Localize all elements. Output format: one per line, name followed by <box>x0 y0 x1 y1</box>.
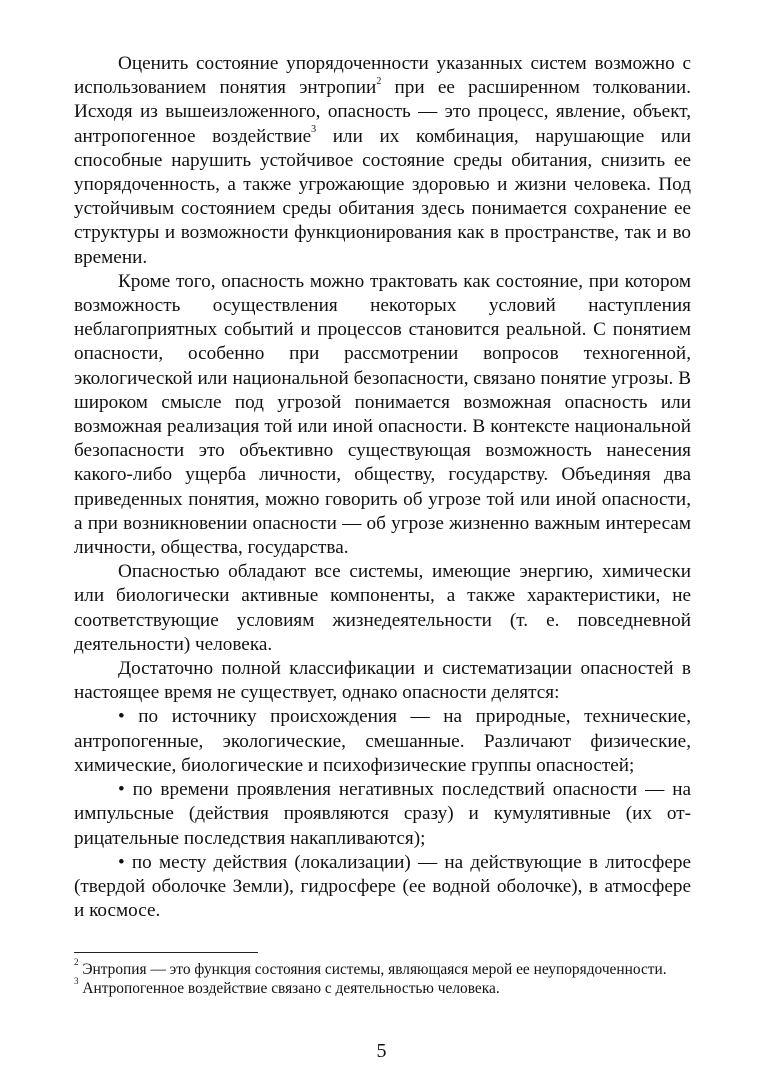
paragraph-entropy <box>74 52 691 270</box>
bullet-icon: • <box>118 851 125 873</box>
list-item-text: по источнику происхождения — на природные, технические, антропогенные, экологические, смешанные. Различают физические, химические, биологические и психофизические группы опасностей; <box>74 706 691 776</box>
list-item <box>74 851 691 924</box>
bullet-icon: • <box>118 779 125 801</box>
list-item-text: по месту действия (локализации) — на действующие в литосфере (твердой оболочке Земли), гидросфере (ее водной оболочке), в атмосфере и космосе. <box>74 851 691 922</box>
bullet-icon: • <box>118 706 125 728</box>
footnote-text: Энтропия — это функция состояния системы, являющаяся мерой ее неупорядоченности. <box>78 961 667 978</box>
paragraph-entropy-text-b: при ее расширенном толковании. Исходя из вышеизложенного, опасность — это процесс, явление, объект, антропогенное воздействие <box>74 77 691 147</box>
footnote-mark: 2 <box>74 956 79 967</box>
paragraph-entropy-text-c: или их комбинация, нарушающие или способные нарушить устойчивое состояние среды обитания, снизить ее упорядоченность, а также угрожающие здоровью и жизни человека. Под устойчивым состоянием среды обитания здесь понимается сохранение ее структуры и возможности функционирования как в пространстве, так и во времени. <box>74 125 692 268</box>
footnotes <box>74 956 691 998</box>
paragraph-systems: Опасностью обладают все системы, имеющие энергию, химически или биологически активные компоненты, а также характеристики, не соответствующие условиям жизнедеятельности (т. е. повседневной деятельности) человека. <box>74 561 691 655</box>
paragraph-threat: Кроме того, опасность можно трактовать как состояние, при котором возможность осуществления некоторых условий наступления неблагоприятных событий и процессов становится реальной. С понятием опасности, особенно при рассмотрении вопросов техногенной, экологической или национальной безопасности, связано понятие угрозы. В широком смысле под угрозой понимается возможная опасность или возможная реализация той или иной опасности. В контексте национальной безопасности это объективно существующая возможность нанесения какого-либо ущерба личности, обществу, государству. Объединяя два приведенных понятия, можно говорить об угрозе той или иной опасности, а при возникновении опасности — об угрозе жизненно важным интересам личности, общества, государства. <box>74 270 691 559</box>
footnote-3 <box>74 975 691 998</box>
page-number: 5 <box>376 1040 387 1062</box>
footnote-mark: 3 <box>74 975 79 986</box>
list-item <box>74 705 691 778</box>
paragraph-entropy-text-a: Оценить состояние упорядоченности указанных систем возможно с использованием понятия энтропии <box>74 53 691 99</box>
list-item <box>74 778 691 851</box>
footnote-text: Антропогенное воздействие связано с деятельностью человека. <box>78 980 500 997</box>
footnote-divider <box>74 952 258 953</box>
footnote-ref-3[interactable]: 3 <box>311 124 317 136</box>
page-body <box>74 52 691 923</box>
footnote-ref-2[interactable]: 2 <box>376 75 382 87</box>
list-item-text: по времени проявления негативных последствий опасности — на импульсные (действия проявляются сразу) и кумулятивные (их отрицательные последствия накапливаются); <box>74 779 691 849</box>
footnote-2 <box>74 956 691 979</box>
paragraph-classification: Достаточно полной классификации и систематизации опасностей в настоящее время не существует, однако опасности делятся: <box>74 658 691 704</box>
